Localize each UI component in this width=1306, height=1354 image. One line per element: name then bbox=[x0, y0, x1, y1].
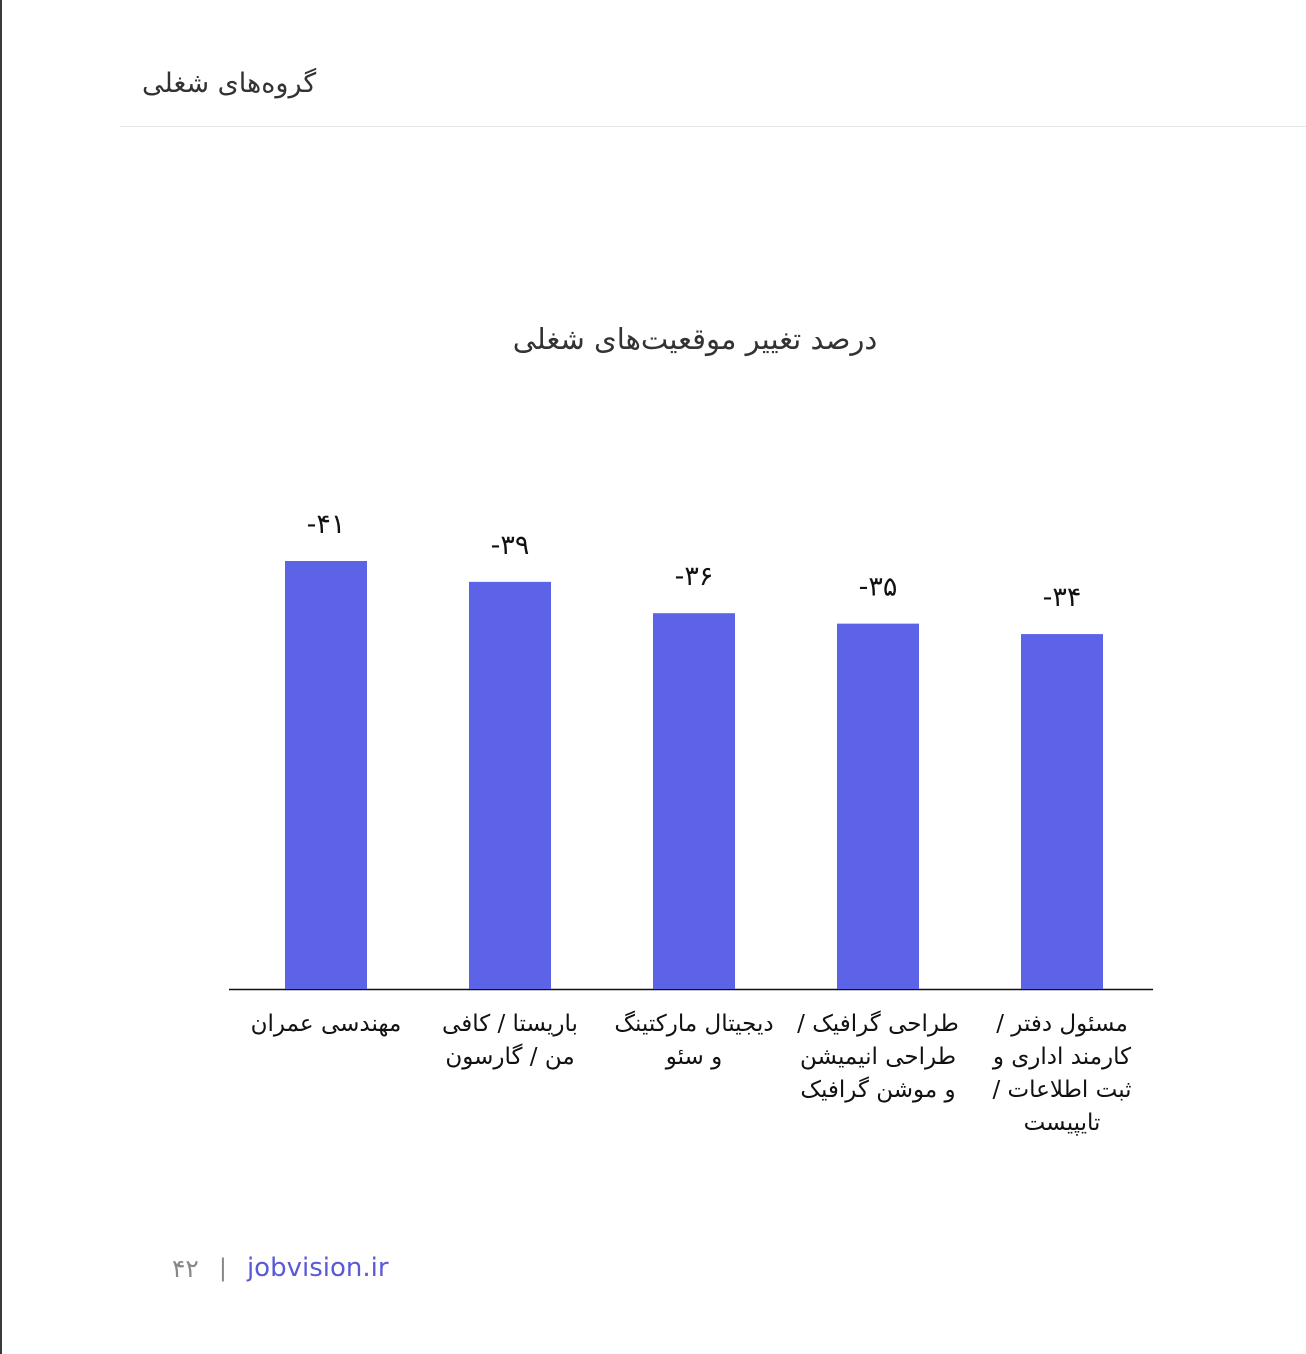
category-label-5: مسئول دفتر / کارمند اداری و ثبت اطلاعات / تایپیست bbox=[992, 1011, 1132, 1136]
category-label-2: باریستا / کافی من / گارسون bbox=[442, 1011, 578, 1070]
bar-5 bbox=[1021, 634, 1103, 989]
data-label-1: -۴۱ bbox=[306, 509, 346, 540]
footer bbox=[172, 1250, 389, 1286]
page-number: ۴۲ bbox=[172, 1253, 199, 1283]
data-label-4: -۳۵ bbox=[858, 571, 898, 603]
section-title: گروه‌های شغلی bbox=[142, 68, 317, 99]
category-label-3: دیجیتال مارکتینگ و سئو bbox=[614, 1011, 774, 1070]
data-label-3: -۳۶ bbox=[674, 561, 714, 593]
chart-title: درصد تغییر موقعیت‌های شغلی bbox=[512, 322, 878, 356]
footer-separator: | bbox=[218, 1254, 227, 1282]
data-label-2: -۳۹ bbox=[490, 529, 530, 561]
bar-4 bbox=[837, 624, 919, 989]
bar-3 bbox=[653, 613, 735, 989]
category-label-1: مهندسی عمران bbox=[250, 1011, 402, 1037]
data-label-5: -۳۴ bbox=[1042, 582, 1082, 614]
bar-2 bbox=[469, 582, 551, 989]
bar-1 bbox=[285, 561, 367, 989]
site-link[interactable]: jobvision.ir bbox=[246, 1253, 389, 1283]
category-label-4: طراحی گرافیک / طراحی انیمیشن و موشن گرافیک bbox=[797, 1011, 959, 1103]
